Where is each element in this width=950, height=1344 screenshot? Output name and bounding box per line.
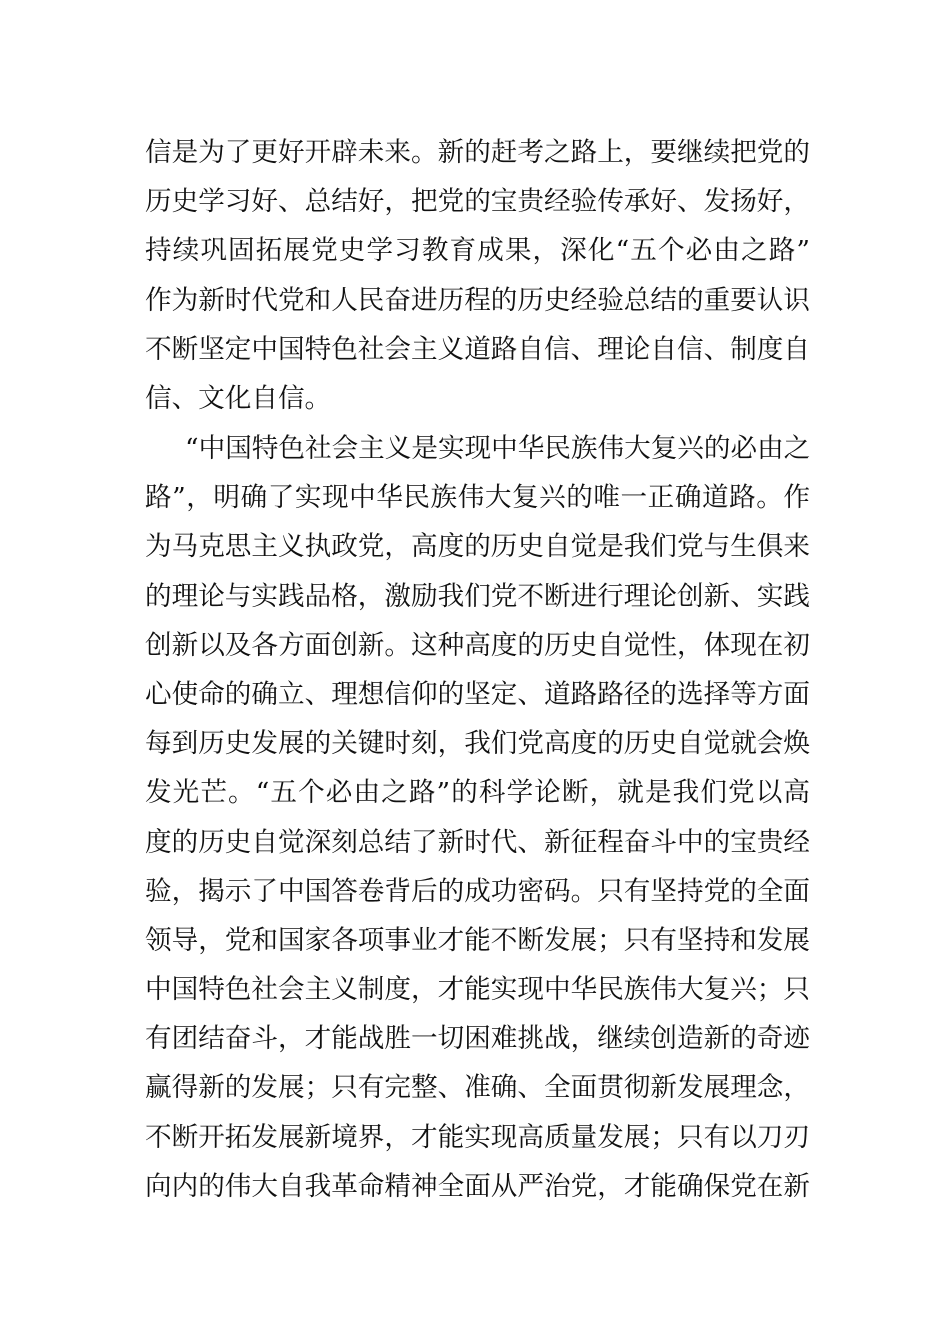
text-line: “中国特色社会主义是实现中华民族伟大复兴的必由之: [185, 433, 811, 464]
text-line: 心使命的确立、理想信仰的坚定、道路路径的选择等方面: [145, 678, 810, 710]
text-line: 领导，党和国家各项事业才能不断发展；只有坚持和发展: [145, 924, 810, 956]
text-line: 历史学习好、总结好，把党的宝贵经验传承好、发扬好，: [145, 186, 810, 218]
text-line: 信是为了更好开辟未来。新的赶考之路上，要继续把党的: [145, 137, 810, 168]
text-line: 的理论与实践品格，激励我们党不断进行理论创新、实践: [145, 580, 810, 612]
text-line: 作为新时代党和人民奋进历程的历史经验总结的重要认识: [145, 284, 810, 316]
text-line: 有团结奋斗，才能战胜一切困难挑战，继续创造新的奇迹: [145, 1023, 810, 1055]
text-line: 中国特色社会主义制度，才能实现中华民族伟大复兴；只: [145, 974, 810, 1006]
text-line: 不断坚定中国特色社会主义道路自信、理论自信、制度自: [145, 333, 810, 365]
text-line: 持续巩固拓展党史学习教育成果，深化“五个必由之路”: [145, 235, 810, 267]
text-line: 为马克思主义执政党，高度的历史自觉是我们党与生俱来: [145, 531, 810, 563]
text-line: 赢得新的发展；只有完整、准确、全面贯彻新发展理念，: [145, 1072, 810, 1104]
text-line: 创新以及各方面创新。这种高度的历史自觉性，体现在初: [145, 629, 810, 661]
text-line: 发光芒。“五个必由之路”的科学论断，就是我们党以高: [145, 777, 810, 809]
text-line: 验，揭示了中国答卷背后的成功密码。只有坚持党的全面: [145, 875, 810, 907]
text-line: 信、文化自信。: [145, 382, 332, 414]
paragraph-1: [145, 128, 810, 423]
text-line: 每到历史发展的关键时刻，我们党高度的历史自觉就会焕: [145, 728, 810, 760]
text-line: 不断开拓发展新境界，才能实现高质量发展；只有以刀刃: [145, 1121, 810, 1153]
text-line: 路”，明确了实现中华民族伟大复兴的唯一正确道路。作: [145, 482, 810, 514]
text-line: 度的历史自觉深刻总结了新时代、新征程奋斗中的宝贵经: [145, 826, 810, 858]
paragraph-2: [145, 424, 810, 1211]
text-line: 向内的伟大自我革命精神全面从严治党，才能确保党在新: [145, 1170, 810, 1202]
